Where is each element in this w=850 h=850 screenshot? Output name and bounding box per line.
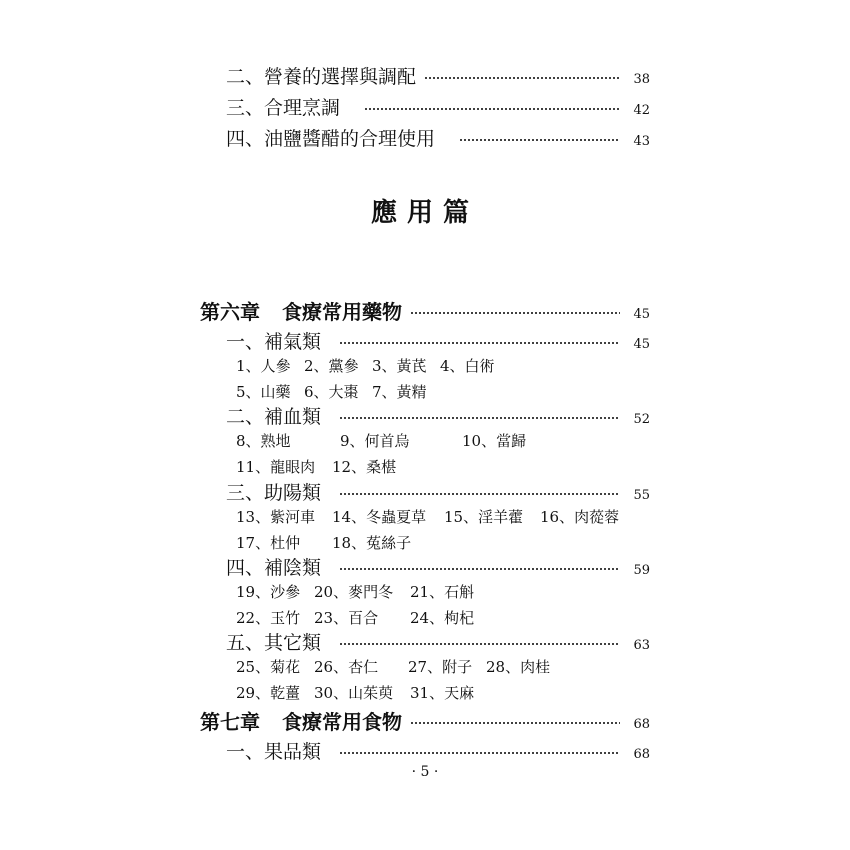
list-item[interactable]: 17、杜仲 bbox=[236, 533, 301, 552]
chapter-label bbox=[200, 706, 402, 735]
toc-page-number: 42 bbox=[633, 102, 650, 118]
toc-page-number: 59 bbox=[633, 562, 650, 578]
item-line bbox=[236, 653, 566, 679]
list-item[interactable]: 12、桑椹 bbox=[332, 457, 397, 476]
toc-entry-label: 一、果品類 bbox=[226, 740, 322, 763]
chapter-title: 食療常用食物 bbox=[282, 709, 402, 734]
list-item[interactable]: 13、紫河車 bbox=[236, 507, 316, 526]
dot-leader bbox=[410, 312, 620, 314]
list-item[interactable]: 3、黃芪 bbox=[372, 356, 427, 375]
item-line bbox=[236, 503, 636, 529]
page-folio: · 5 · bbox=[411, 764, 439, 780]
list-item[interactable]: 30、山茱萸 bbox=[314, 683, 394, 702]
item-line bbox=[236, 578, 490, 604]
item-line bbox=[236, 453, 412, 479]
toc-entry-label: 一、補氣類 bbox=[226, 330, 322, 353]
toc-entry-label: 四、補陰類 bbox=[226, 556, 322, 579]
chapter-label bbox=[200, 296, 402, 325]
dot-leader bbox=[339, 342, 620, 344]
part-heading: 應用篇 bbox=[370, 198, 479, 228]
toc-page-number: 68 bbox=[633, 746, 650, 762]
toc-page-number: 45 bbox=[633, 306, 650, 322]
list-item[interactable]: 8、熟地 bbox=[236, 431, 291, 450]
list-item[interactable]: 31、天麻 bbox=[410, 683, 475, 702]
list-item[interactable]: 29、乾薑 bbox=[236, 683, 301, 702]
dot-leader bbox=[339, 493, 620, 495]
dot-leader bbox=[459, 139, 620, 141]
list-item[interactable]: 18、菟絲子 bbox=[332, 533, 412, 552]
dot-leader bbox=[339, 568, 620, 570]
list-item[interactable]: 7、黃精 bbox=[372, 382, 427, 401]
chapter-title: 食療常用藥物 bbox=[282, 299, 402, 324]
toc-page-number: 55 bbox=[633, 487, 650, 503]
toc-entry[interactable] bbox=[226, 326, 650, 354]
chapter-entry[interactable] bbox=[200, 296, 650, 324]
list-item[interactable]: 23、百合 bbox=[314, 608, 379, 627]
toc-entry-label: 三、助陽類 bbox=[226, 481, 322, 504]
list-item[interactable]: 11、龍眼肉 bbox=[236, 457, 316, 476]
toc-entry[interactable] bbox=[226, 92, 650, 120]
chapter-number: 第七章 bbox=[200, 709, 260, 734]
list-item[interactable]: 15、淫羊藿 bbox=[444, 507, 524, 526]
list-item[interactable]: 20、麥門冬 bbox=[314, 582, 394, 601]
toc-entry-label: 二、補血類 bbox=[226, 405, 322, 428]
list-item[interactable]: 1、人參 bbox=[236, 356, 291, 375]
toc-page-number: 68 bbox=[633, 716, 650, 732]
list-item[interactable]: 26、杏仁 bbox=[314, 657, 379, 676]
toc-entry[interactable] bbox=[226, 736, 650, 764]
toc-entry[interactable] bbox=[226, 627, 650, 655]
list-item[interactable]: 10、當歸 bbox=[462, 431, 527, 450]
toc-page-number: 38 bbox=[633, 71, 650, 87]
list-item[interactable]: 9、何首烏 bbox=[340, 431, 410, 450]
list-item[interactable]: 5、山藥 bbox=[236, 382, 291, 401]
list-item[interactable]: 28、肉桂 bbox=[486, 657, 551, 676]
toc-entry[interactable] bbox=[226, 552, 650, 580]
list-item[interactable]: 21、石斛 bbox=[410, 582, 475, 601]
item-line bbox=[236, 427, 542, 453]
list-item[interactable]: 24、枸杞 bbox=[410, 608, 475, 627]
list-item[interactable]: 25、菊花 bbox=[236, 657, 301, 676]
toc-entry-label: 四、油鹽醬醋的合理使用 bbox=[226, 127, 436, 150]
toc-entry-label: 二、營養的選擇與調配 bbox=[226, 65, 417, 88]
item-line bbox=[236, 679, 490, 705]
dot-leader bbox=[364, 108, 620, 110]
dot-leader bbox=[339, 417, 620, 419]
list-item[interactable]: 2、黨參 bbox=[304, 356, 359, 375]
toc-page-number: 52 bbox=[633, 411, 650, 427]
dot-leader bbox=[424, 77, 620, 79]
list-item[interactable]: 16、肉蓯蓉 bbox=[540, 507, 620, 526]
list-item[interactable]: 27、附子 bbox=[408, 657, 473, 676]
chapter-number: 第六章 bbox=[200, 299, 260, 324]
toc-page-number: 63 bbox=[633, 637, 650, 653]
toc-entry[interactable] bbox=[226, 123, 650, 151]
list-item[interactable]: 6、大棗 bbox=[304, 382, 359, 401]
list-item[interactable]: 19、沙參 bbox=[236, 582, 301, 601]
chapter-entry[interactable] bbox=[200, 706, 650, 734]
list-item[interactable]: 14、冬蟲夏草 bbox=[332, 507, 427, 526]
dot-leader bbox=[339, 752, 620, 754]
toc-entry[interactable] bbox=[226, 477, 650, 505]
toc-entry-label: 三、合理烹調 bbox=[226, 96, 341, 119]
list-item[interactable]: 22、玉竹 bbox=[236, 608, 301, 627]
dot-leader bbox=[339, 643, 620, 645]
list-item[interactable]: 4、白術 bbox=[440, 356, 495, 375]
toc-entry[interactable] bbox=[226, 401, 650, 429]
dot-leader bbox=[410, 722, 620, 724]
toc-page-number: 43 bbox=[633, 133, 650, 149]
toc-entry-label: 五、其它類 bbox=[226, 631, 322, 654]
toc-entry[interactable] bbox=[226, 61, 650, 89]
item-line bbox=[236, 352, 508, 378]
toc-page-number: 45 bbox=[633, 336, 650, 352]
